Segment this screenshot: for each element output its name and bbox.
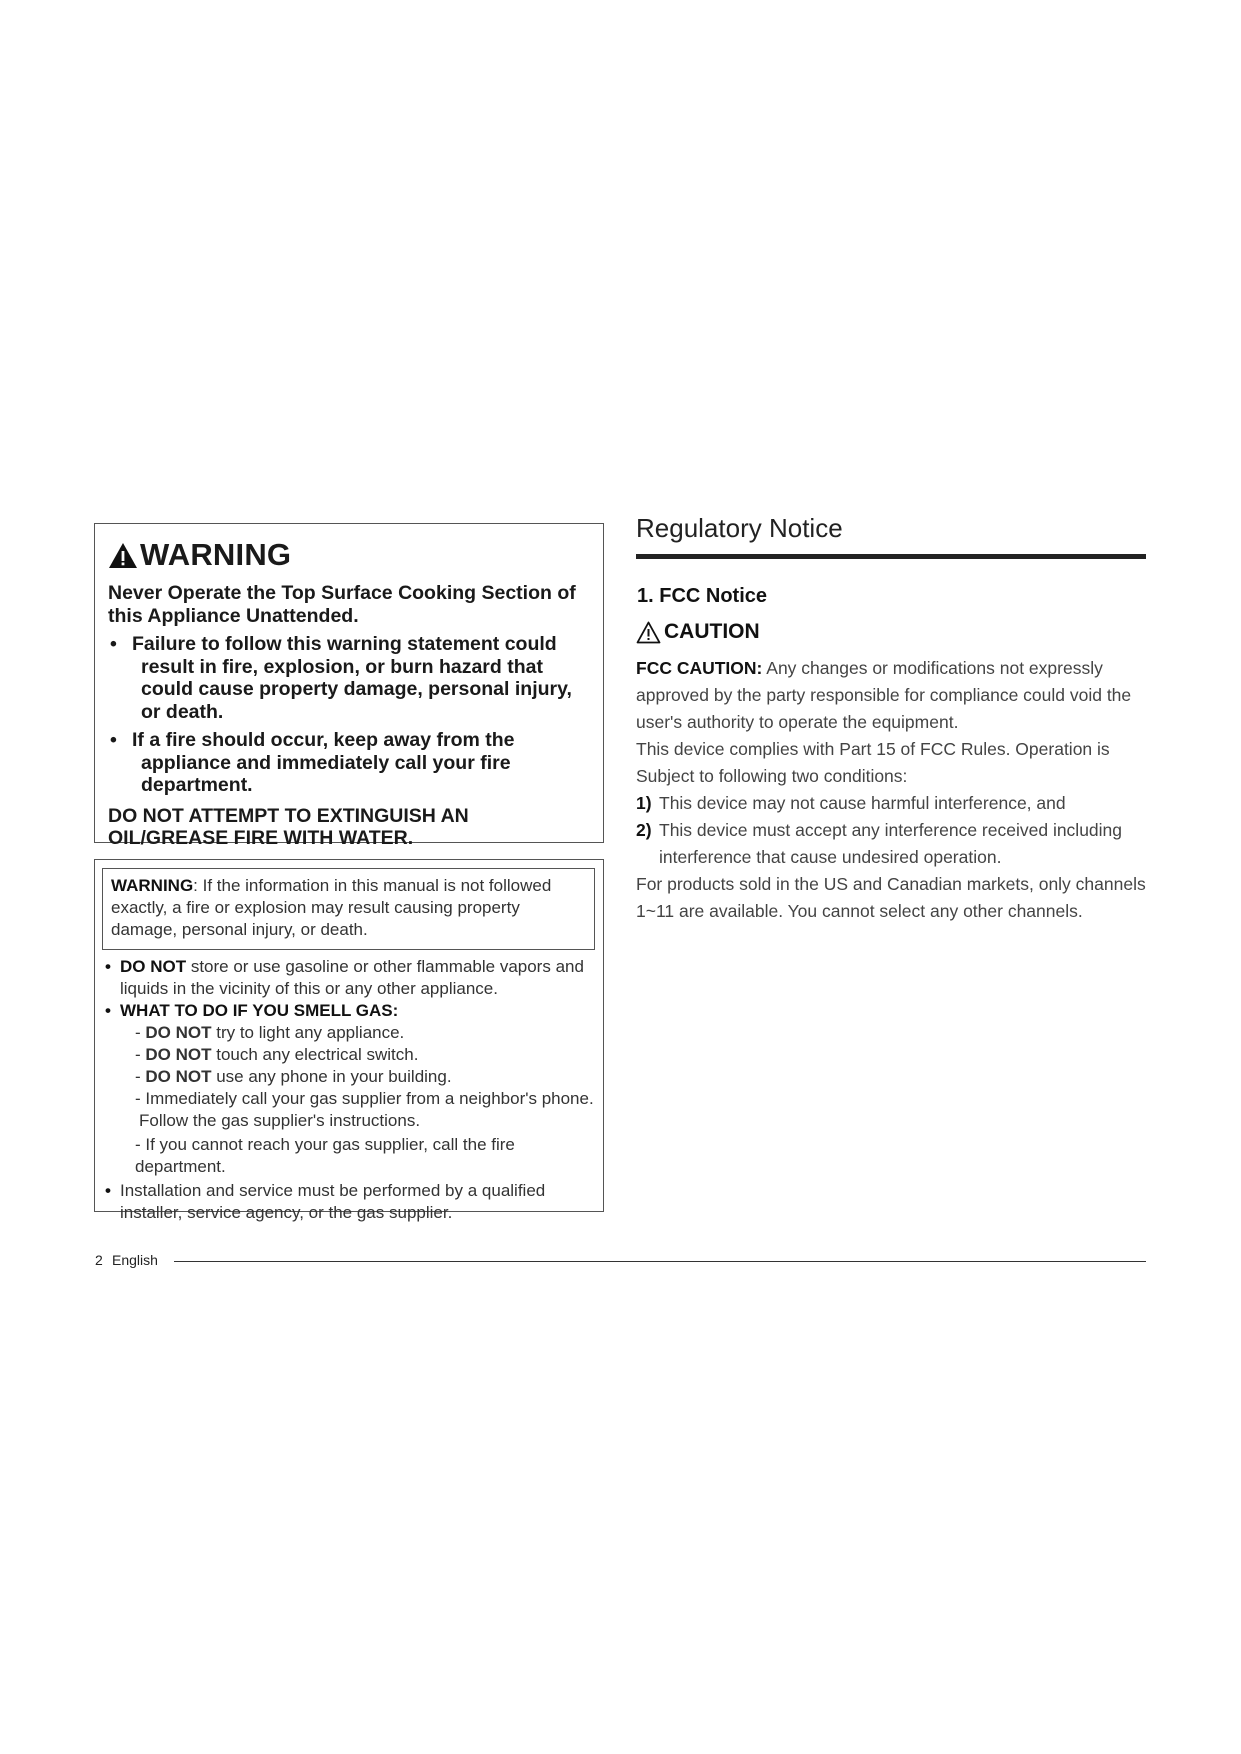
condition-text: This device may not cause harmful interference, and	[659, 793, 1066, 813]
gas-sub-item: - DO NOT touch any electrical switch.	[135, 1045, 419, 1064]
title-rule	[636, 554, 1146, 559]
gas-bullet	[105, 1180, 600, 1224]
warning-title-text: WARNING	[140, 537, 292, 572]
page-language: English	[112, 1252, 158, 1268]
gas-sub-item: - If you cannot reach your gas supplier, call the fire department.	[135, 1135, 515, 1176]
channels-paragraph: For products sold in the US and Canadian markets, only channels 1~11 are available. You cannot select any other channels.	[636, 874, 1146, 921]
bullet-dot: •	[105, 1001, 111, 1020]
page-number: 2	[95, 1252, 103, 1268]
footer-rule	[174, 1261, 1146, 1262]
warning-bullet-text: If a fire should occur, keep away from the appliance and immediately call your fire department.	[132, 729, 515, 796]
gas-sub-text: Follow the gas supplier's instructions.	[139, 1111, 421, 1130]
bullet-dot: •	[110, 729, 117, 751]
warning-triangle-icon	[108, 542, 138, 569]
bullet-dot: •	[110, 633, 117, 655]
warning-title	[108, 534, 589, 576]
fcc-caution-label: FCC CAUTION:	[636, 658, 763, 678]
do-not-label: DO NOT	[145, 1045, 212, 1064]
fcc-caution-paragraph	[636, 655, 1151, 736]
caution-label: CAUTION	[664, 620, 760, 643]
gas-warning-inner	[102, 868, 595, 950]
warning-bullet-text: Failure to follow this warning statement could result in fire, explosion, or burn hazard that could cause property damage, personal injury, or death.	[132, 633, 572, 723]
gas-bullet-text: store or use gasoline or other flammable vapors and liquids in the vicinity of this or any other appliance.	[120, 957, 584, 998]
gas-bullet	[105, 1000, 600, 1022]
warning-heading: Never Operate the Top Surface Cooking Section of this Appliance Unattended.	[108, 582, 576, 627]
condition-item	[636, 817, 1151, 871]
gas-sub-text: use any phone in your building.	[211, 1067, 452, 1086]
do-not-label: DO NOT	[145, 1023, 212, 1042]
caution-heading	[636, 620, 760, 644]
gas-bullet	[105, 956, 600, 1000]
fcc-caution-text: Any changes or modifications not expressly approved by the party responsible for compliance could void the user's authority to operate the equipment.	[636, 658, 1132, 732]
gas-list	[105, 956, 600, 1224]
gas-sub-item	[105, 1088, 600, 1132]
condition-number: 1)	[636, 793, 652, 813]
condition-number: 2)	[636, 820, 652, 840]
gas-sub-text: try to light any appliance.	[211, 1023, 405, 1042]
do-not-label: DO NOT	[145, 1067, 212, 1086]
gas-sub-text: touch any electrical switch.	[211, 1045, 419, 1064]
caution-triangle-icon	[636, 621, 661, 644]
gas-warning-label: WARNING	[111, 876, 194, 895]
regulatory-body	[636, 655, 1151, 925]
gas-bullet-text: Installation and service must be performed by a qualified installer, service agency, or the gas supplier.	[120, 1181, 546, 1222]
compliance-paragraph: This device complies with Part 15 of FCC Rules. Operation is Subject to following two conditions:	[636, 739, 1110, 786]
smell-gas-heading: WHAT TO DO IF YOU SMELL GAS:	[120, 1001, 399, 1020]
condition-text: This device must accept any interference received including interference that cause undesired operation.	[659, 820, 1123, 867]
bullet-dot: •	[105, 1181, 111, 1200]
regulatory-title: Regulatory Notice	[636, 513, 843, 543]
warning-bullet	[108, 729, 589, 797]
bullet-dot: •	[105, 957, 111, 976]
condition-item	[636, 790, 1151, 817]
gas-sub-text: - Immediately call your gas supplier from a neighbor's phone.	[135, 1089, 594, 1108]
warning-final: DO NOT ATTEMPT TO EXTINGUISH AN OIL/GREASE FIRE WITH WATER.	[108, 804, 469, 849]
do-not-label: DO NOT	[120, 957, 187, 976]
gas-sub-item: - DO NOT use any phone in your building.	[135, 1067, 452, 1086]
warning-box	[94, 523, 604, 849]
warning-bullet	[108, 633, 589, 723]
gas-sub-item: - DO NOT try to light any appliance.	[135, 1023, 405, 1042]
gas-warning-text: : If the information in this manual is not followed exactly, a fire or explosion may result causing property damage, personal injury, or death.	[111, 876, 552, 939]
fcc-notice-heading: 1. FCC Notice	[637, 585, 768, 607]
gas-warning-box	[94, 859, 604, 1222]
